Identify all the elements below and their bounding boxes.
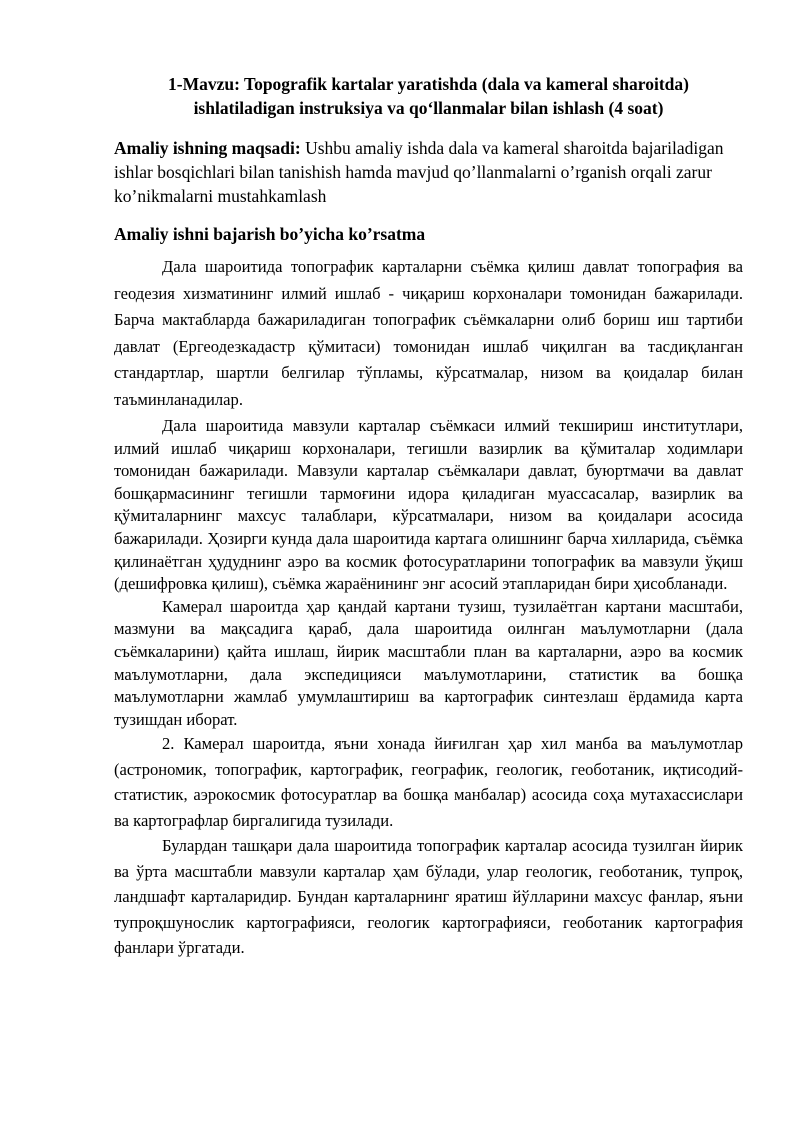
document-title [114, 72, 743, 120]
body-paragraph-5: Булардан ташқари дала шароитида топографик карталар асосида тузилган йирик ва ўрта масштабли мавзули карталар ҳам бўлади, улар геологик, геоботаник, тупроқ, ландшафт карталаридир. Бундан карталарнинг яратиш йўлларини махсус фанлар, яъни тупроқшунослик картографияси, геологик картографияси, геоботаник картография фанлари ўргатади. [114, 836, 743, 958]
section-heading: Amaliy ishni bajarish bo’yicha ko’rsatma [114, 224, 426, 244]
title-line-1: 1-Mavzu: Topografik kartalar yaratishda (dala va kameral sharoitda) [168, 74, 689, 94]
purpose-paragraph [114, 136, 743, 208]
body-paragraph-2: Дала шароитида мавзули карталар съёмкаси илмий текшириш институтлари, илмий ишлаб чиқариш корхоналари, тегишли вазирлик ва қўмиталар ходимлари томонидан бажарилади. Мавзули карталар съёмкалари давлат, буюртмачи ва давлат бошқармасининг тегишли тармоғини идора қиладиган муассасалар, вазирлик ва қўмиталарнинг махсус талаблари, кўрсатмалари, низом ва қоидалари асосида бажарилади. Ҳозирги кунда дала шароитида картага олишнинг барча хилларида, съёмка қилинаётган ҳудуднинг аэро ва космик фотосуратларини топографик ва мавзули ўқиш (дешифровка қилиш), съёмка жараёнининг энг асосий этапларидан бири ҳисобланади. [114, 416, 743, 594]
body-paragraph-1: Дала шароитида топографик карталарни съёмка қилиш давлат топография ва геодезия хизматининг илмий ишлаб - чиқариш корхоналари томонидан бажарилади. Барча мактабларда бажариладиган топографик съёмкаларни олиб бориш иш тартиби давлат (Ергеодезкадастр қўмитаси) томонидан ишлаб чиқилган ва тасдиқланган стандартлар, шартли белгилар тўпламы, кўрсатмалар, низом ва қоидалар билан таъминланадилар. [114, 257, 743, 409]
title-line-2: ishlatiladigan instruksiya va qo‘llanmalar bilan ishlash (4 soat) [193, 98, 664, 118]
purpose-label: Amaliy ishning maqsadi: [114, 138, 301, 158]
body-paragraph-3: Камерал шароитда ҳар қандай картани тузиш, тузилаётган картани масштаби, мазмуни ва мақсадига қараб, дала шароитида оилнган маълумотларни (дала съёмкаларини) қайта ишлаш, йирик масштабли план ва карталарни, аэро ва космик маълумотларни, дала экспедицияси маълумотларини, статистик ва бошқа маълумотларни жамлаб умумлаштириш ва картографик синтезлаш ёрдамида карта тузишдан иборат. [114, 596, 743, 729]
purpose-text: Ushbu amaliy ishda dala va kameral sharoitda bajariladigan ishlar bosqichlari bilan tanishish hamda mavjud qo’llanmalarni o’rganish orqali zarur ko’nikmalarni mustahkamlash [114, 138, 724, 206]
body-paragraph-4: 2. Камерал шароитда, яъни хонада йиғилган ҳар хил манба ва маълумотлар (астрономик, топографик, картографик, географик, геологик, геоботаник, иқтисодий-статистик, аэрокосмик фотосуратлар ва бошқа манбалар) асосида соҳа мутахассислари ва картографлар биргалигида тузилади. [114, 734, 743, 830]
